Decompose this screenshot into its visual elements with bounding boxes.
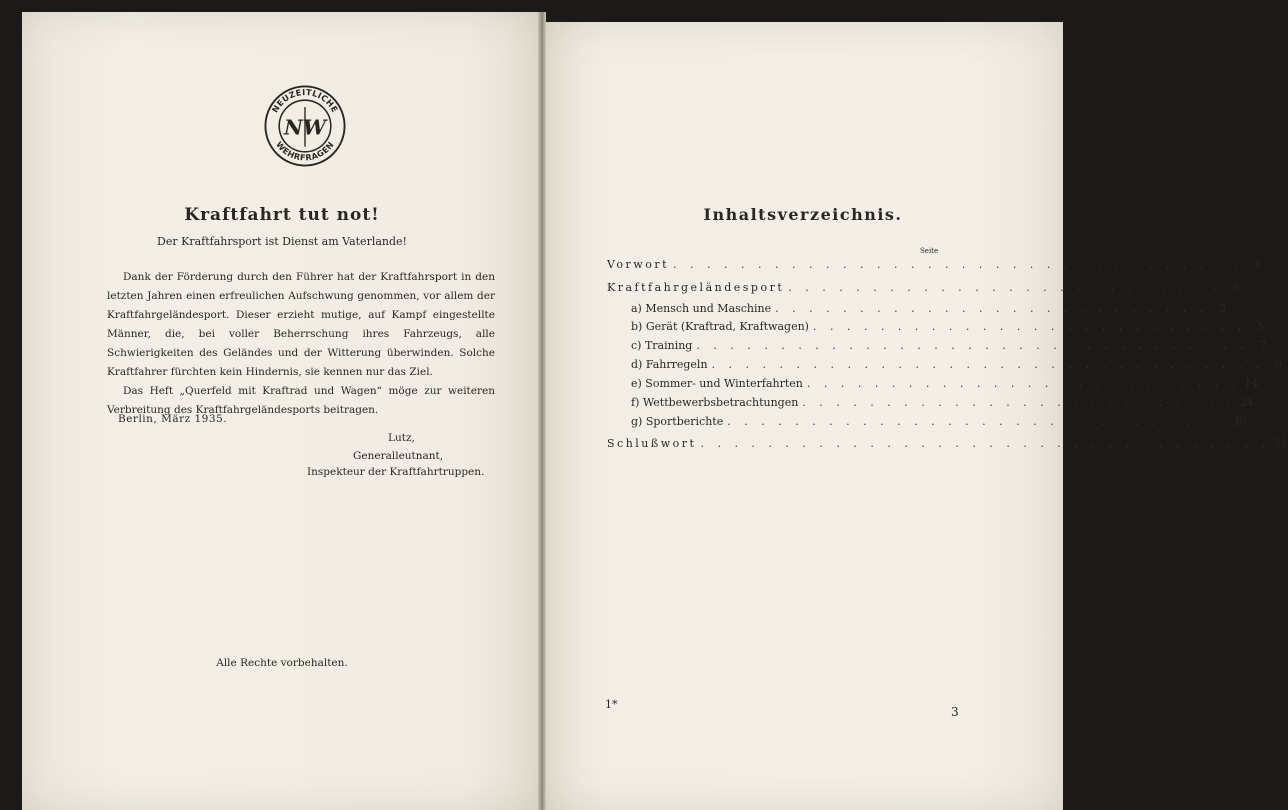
foreword-body: [107, 268, 495, 420]
toc-title: Inhaltsverzeichnis.: [703, 205, 903, 224]
toc-entry-label: Schlußwort: [607, 437, 697, 450]
toc-leader-dots: . . . . . . . . . . . . . . . . . . . . . . . . . . . . . . . . .: [696, 339, 1249, 352]
toc-entry: [631, 339, 1267, 355]
toc-entry-label: Kraftfahrgeländesport: [607, 281, 785, 294]
toc-entry-page: 5: [1257, 320, 1265, 333]
toc-entry-page: 4: [1253, 258, 1261, 271]
toc-entry: [631, 302, 1227, 318]
svg-text:WEHRFRAGEN: WEHRFRAGEN: [274, 139, 336, 163]
toc-leader-dots: . . . . . . . . . . . . . . . . . . . . . . . . . .: [788, 281, 1222, 294]
signature-rank: Generalleutnant,: [353, 450, 444, 462]
foreword-subtitle: Der Kraftfahrsport ist Dienst am Vaterlande!: [157, 235, 407, 248]
toc-entry-page: 14: [1244, 377, 1259, 390]
toc-entry-label: b) Gerät (Kraftrad, Kraftwagen): [631, 320, 809, 333]
toc-leader-dots: . . . . . . . . . . . . . . . . . . . . . . . . . . . . . .: [727, 415, 1229, 428]
page-number: 3: [951, 705, 959, 719]
signature-name: Lutz,: [388, 432, 415, 444]
toc-entry-label: a) Mensch und Maschine: [631, 302, 772, 315]
toc-entry-label: c) Training: [631, 339, 693, 352]
toc-entry-page: 7: [1259, 339, 1267, 352]
signature-role: Inspekteur der Kraftfahrtruppen.: [307, 466, 485, 478]
toc-entry-page: 9: [1274, 358, 1282, 371]
toc-entry-page: 30: [1232, 415, 1247, 428]
toc-entry-label: d) Fahrregeln: [631, 358, 708, 371]
toc-leader-dots: . . . . . . . . . . . . . . . . . . . . . . . . . .: [812, 320, 1247, 333]
publisher-emblem-icon: [262, 83, 348, 169]
toc-leader-dots: . . . . . . . . . . . . . . . . . . . . . . . . . .: [806, 377, 1241, 390]
toc-leader-dots: . . . . . . . . . . . . . . . . . . . . . . . . . . . . . . . . . .: [700, 437, 1270, 450]
emblem-ring-text: NEUZEITLICHE: [269, 86, 341, 115]
toc-entry-page: 5: [1219, 302, 1227, 315]
toc-entry: [631, 320, 1265, 336]
book-gutter: [538, 12, 546, 810]
toc-entry: [607, 258, 1261, 274]
toc-entry-label: Vorwort: [607, 258, 670, 271]
signature-mark: 1*: [605, 698, 618, 711]
toc-leader-dots: . . . . . . . . . . . . . . . . . . . . . . . . . . . . . . . . . .: [673, 258, 1243, 271]
toc-entry: [631, 396, 1254, 412]
toc-leader-dots: . . . . . . . . . . . . . . . . . . . . . . . . . . . . . . . . .: [711, 358, 1264, 371]
toc-entry-page: 24: [1239, 396, 1254, 409]
toc-entry: [607, 281, 1240, 297]
foreword-title: Kraftfahrt tut not!: [184, 205, 380, 225]
emblem-monogram: NW: [283, 115, 327, 140]
toc-leader-dots: . . . . . . . . . . . . . . . . . . . . . . . . . .: [775, 302, 1209, 315]
toc-page-column-label: Seite: [920, 247, 939, 255]
toc-entry-label: f) Wettbewerbsbetrachtungen: [631, 396, 799, 409]
toc-entry: [631, 358, 1282, 374]
toc-leader-dots: . . . . . . . . . . . . . . . . . . . . . . . . . .: [802, 396, 1236, 409]
toc-entry: [631, 377, 1259, 393]
toc-entry: [631, 415, 1247, 431]
foreword-paragraph: Dank der Förderung durch den Führer hat der Kraftfahrsport in den letzten Jahren einen erfreulichen Aufschwung genommen, vor allem der Kraftfahrgeländesport. Dieser erzieht mutige, auf Kampf eingestellte Männer, die, bei voller Beherrschung ihres Fahrzeugs, alle Schwierigkeiten des Geländes und der Witterung überwinden. Solche Kraftfahrer fürchten kein Hindernis, sie kennen nur das Ziel.: [107, 271, 495, 378]
toc-entry-label: g) Sportberichte: [631, 415, 724, 428]
toc-entry-page: 31: [1273, 437, 1288, 450]
foreword-paragraph: Das Heft „Querfeld mit Kraftrad und Wagen“ möge zur weiteren Verbreitung des Kraftfahrgeländesports beitragen.: [107, 385, 495, 416]
toc-entry: [607, 437, 1288, 453]
toc-entry-page: 5: [1232, 281, 1240, 294]
place-and-date: Berlin, März 1935.: [118, 413, 228, 425]
rights-notice: Alle Rechte vorbehalten.: [216, 657, 348, 669]
toc-entry-label: e) Sommer- und Winterfahrten: [631, 377, 803, 390]
